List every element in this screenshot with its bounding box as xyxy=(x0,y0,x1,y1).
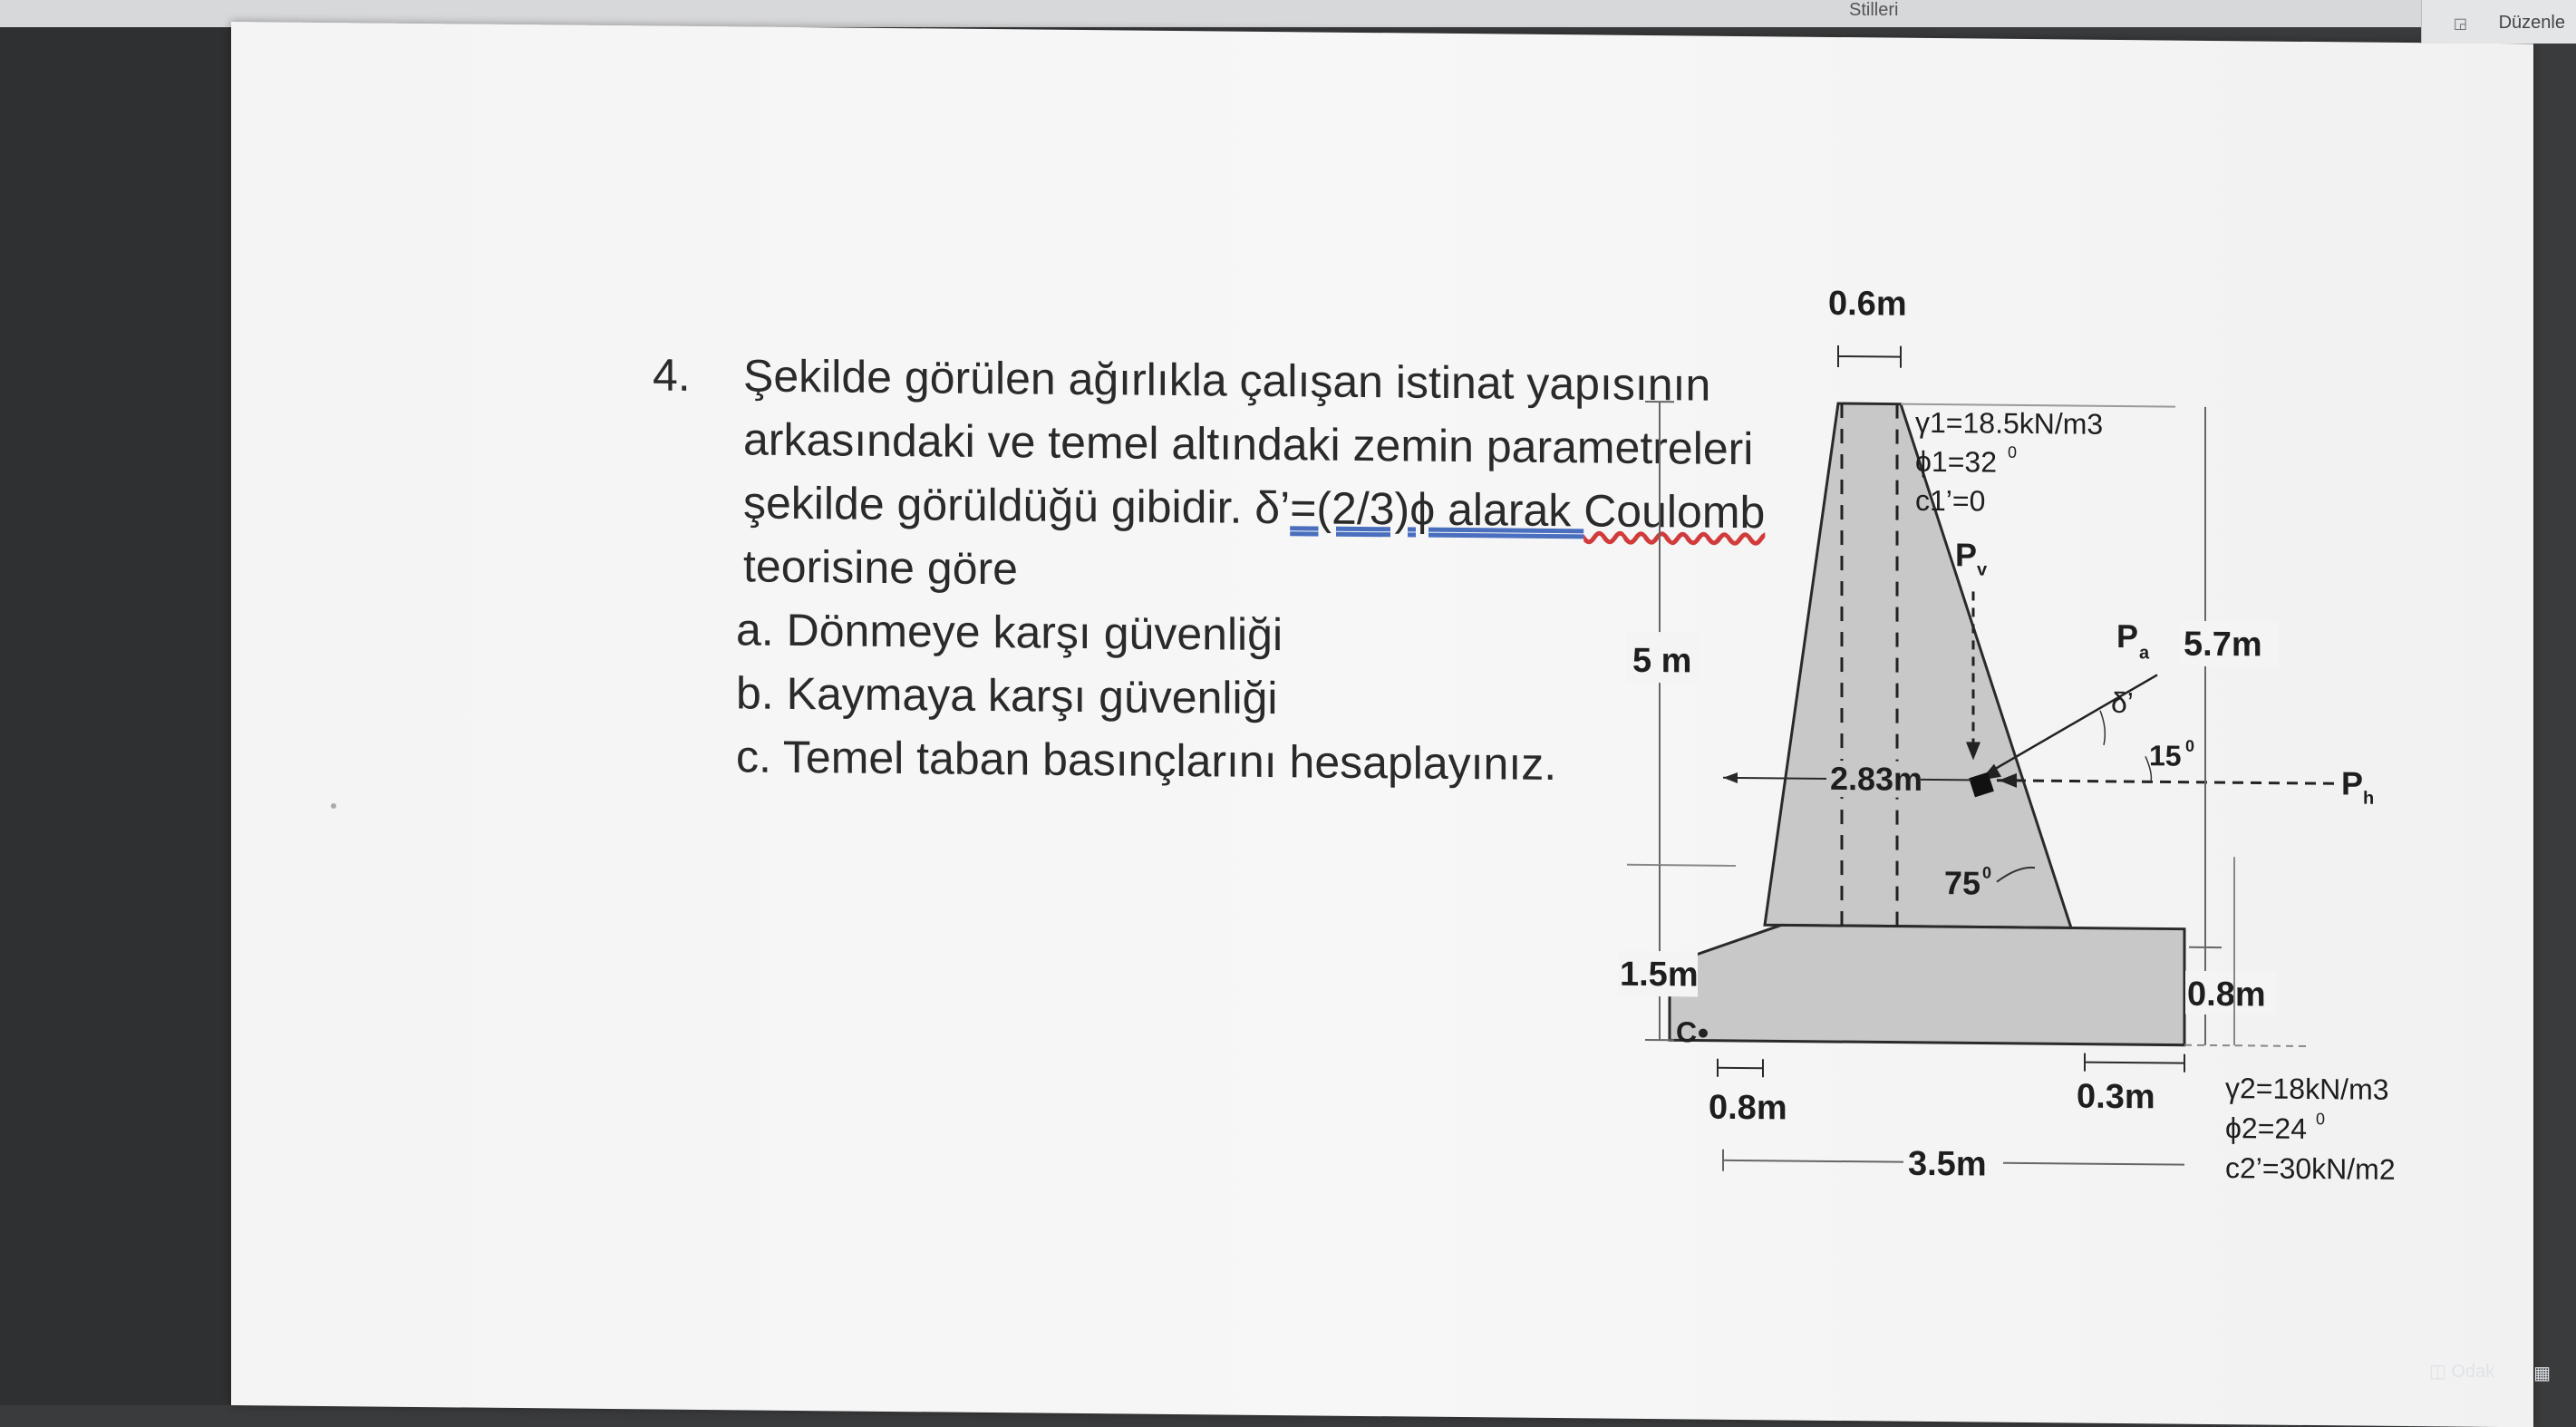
cursor-dot xyxy=(331,803,336,809)
pv-sub: v xyxy=(1977,559,1988,579)
pv-label: P xyxy=(1955,536,1977,573)
ph-label: P xyxy=(2341,764,2363,801)
ph-sub: h xyxy=(2363,789,2374,809)
soil2-phi: ϕ2=24 xyxy=(2225,1112,2307,1145)
height-wall-label: 5 m xyxy=(1632,642,1691,681)
pa-label: P xyxy=(2116,617,2138,655)
edit-button[interactable]: Düzenle xyxy=(2499,13,2565,34)
svg-text:0: 0 xyxy=(2185,737,2194,755)
styles-label[interactable]: Stilleri xyxy=(1849,0,1898,21)
question-line-3: şekilde görüldüğü gibidir. δ’=(2/3)ϕ alarak Coulomb xyxy=(653,470,1831,544)
question-line-4: teorisine göre xyxy=(653,533,1831,607)
soil1-c: c1’=0 xyxy=(1915,484,1985,518)
focus-mode-button[interactable]: ◫ Odak xyxy=(2429,1360,2494,1383)
heel-label: 0.3m xyxy=(2077,1078,2155,1117)
question-number: 4. xyxy=(653,343,743,407)
soil1-phi-degree: 0 xyxy=(2008,443,2017,461)
monitor-frame-left xyxy=(0,0,236,1405)
point-c-label: C xyxy=(1676,1015,1697,1048)
document-page[interactable] xyxy=(231,22,2533,1427)
top-width-label: 0.6m xyxy=(1828,285,1907,324)
svg-text:0: 0 xyxy=(1982,864,1991,882)
ph-line xyxy=(1997,781,2334,784)
wall-base xyxy=(1670,924,2184,1044)
soil2-phi-degree: 0 xyxy=(2316,1110,2325,1128)
height-base-label: 1.5m xyxy=(1620,956,1699,995)
question-line-2: arkasındaki ve temel altındaki zemin parametreleri xyxy=(653,406,1831,481)
question-line-1: 4. Şekilde görülen ağırlıkla çalışan istinat yapısının xyxy=(653,343,1831,417)
question-item-c: c. Temel taban basınçlarını hesaplayınız. xyxy=(653,723,1831,798)
delta-label: δ’ xyxy=(2111,686,2134,719)
toe-label: 0.8m xyxy=(1709,1089,1787,1128)
pa-sub: a xyxy=(2139,643,2150,663)
point-c-marker xyxy=(1699,1029,1708,1038)
lever-label: 2.83m xyxy=(1830,760,1922,798)
ribbon-corner xyxy=(2421,0,2576,44)
top-width-arrow xyxy=(1838,356,1901,357)
dialog-launcher-icon[interactable]: ◲ xyxy=(2454,15,2467,33)
angle-75-label: 75 xyxy=(1944,864,1980,901)
soil2-gamma: γ2=18kN/m3 xyxy=(2225,1072,2389,1106)
wall-stem xyxy=(1765,403,2071,927)
soil2-c: c2’=30kN/m2 xyxy=(2225,1151,2396,1186)
question-item-a: a. Dönmeye karşı güvenliği xyxy=(653,597,1831,671)
focus-icon: ◫ xyxy=(2429,1362,2451,1382)
question-item-b: b. Kaymaya karşı güvenliği xyxy=(653,660,1831,734)
soil1-phi: ϕ1=32 xyxy=(1915,445,1997,479)
retaining-wall-figure xyxy=(231,22,2533,1427)
layout-icon[interactable]: ▦ xyxy=(2533,1362,2551,1384)
soil1-gamma: γ1=18.5kN/m3 xyxy=(1915,406,2103,441)
angle-15-label: 15 xyxy=(2149,739,2182,772)
base-width-label: 3.5m xyxy=(1908,1145,1987,1184)
total-height-label: 5.7m xyxy=(2184,626,2262,665)
base-right-label: 0.8m xyxy=(2187,976,2266,1014)
